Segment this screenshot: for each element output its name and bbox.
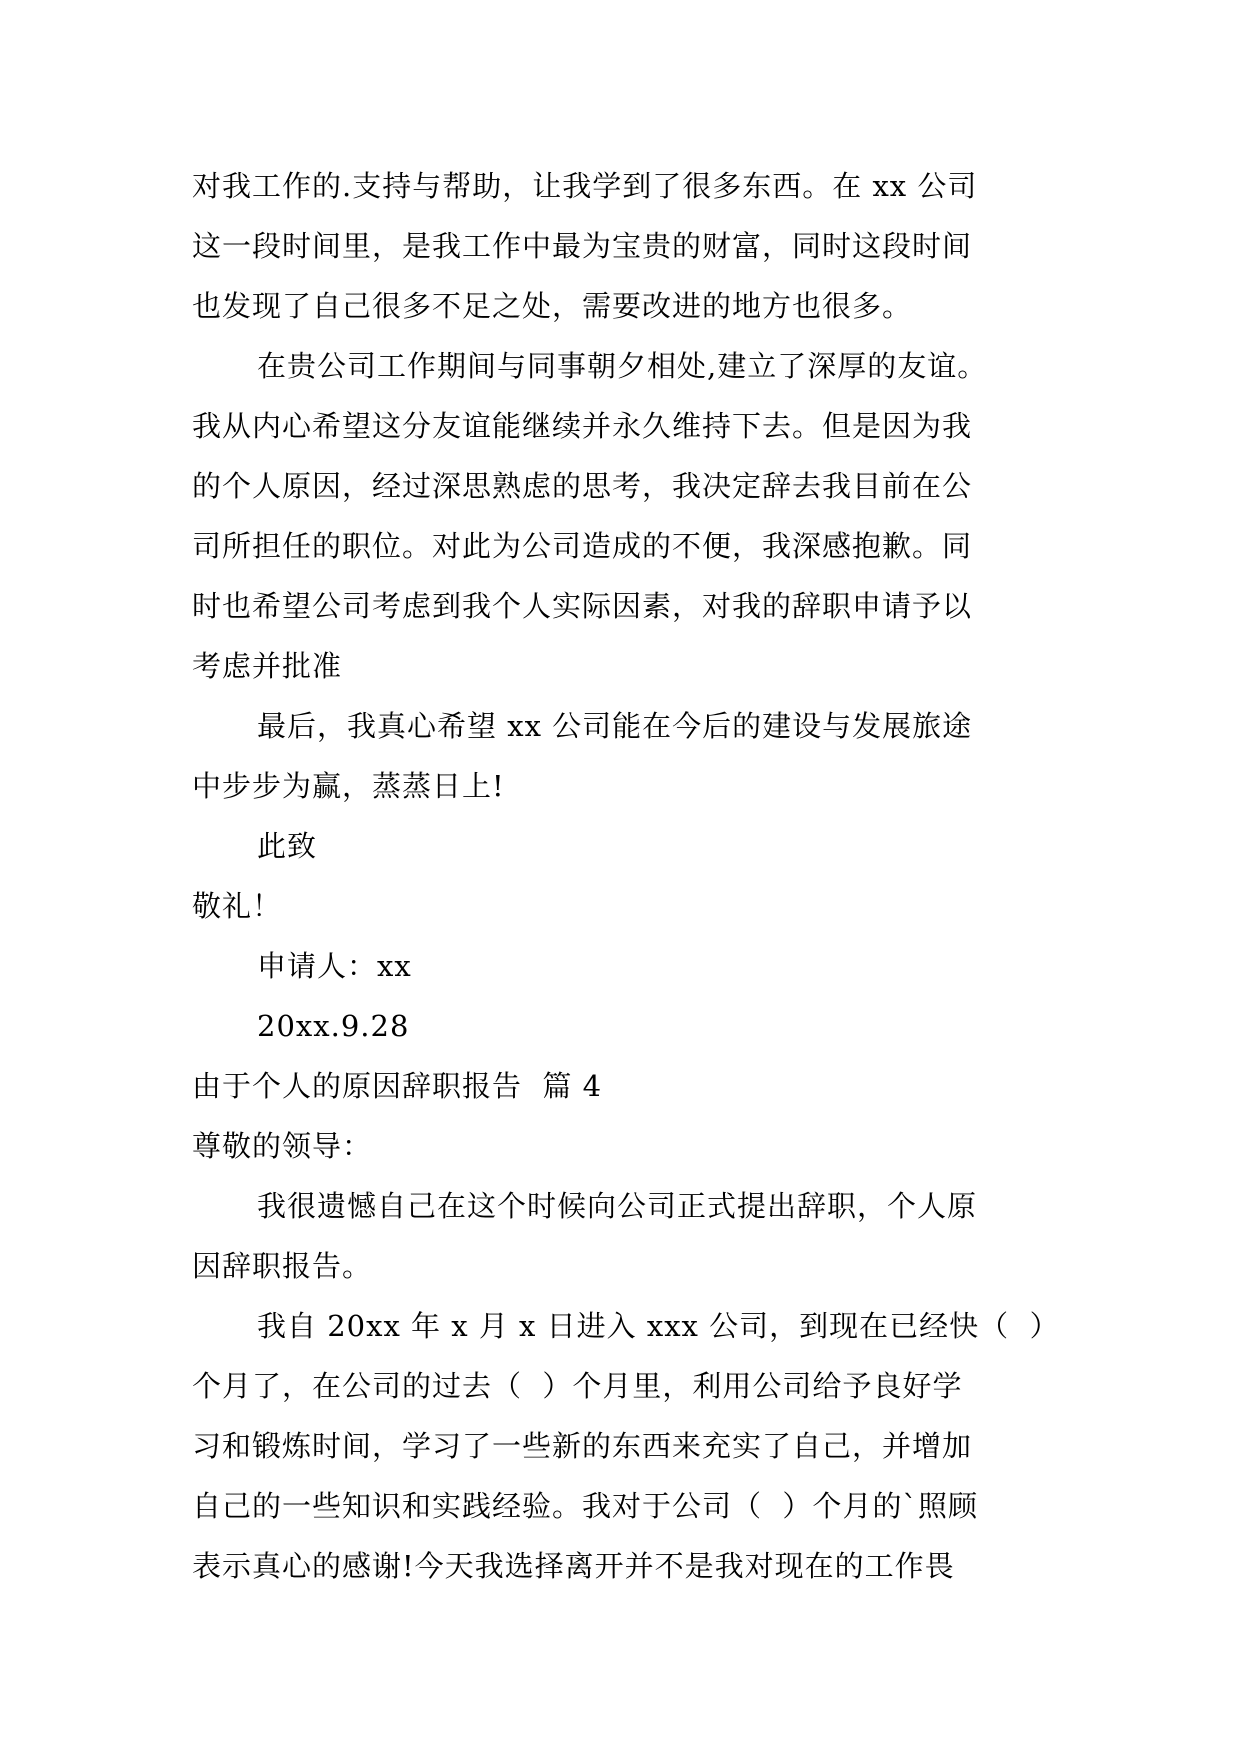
body-text-line: 中步步为赢，蒸蒸日上! [192,769,505,803]
body-text-line: 对我工作的.支持与帮助，让我学到了很多东西。在 xx 公司 [192,169,978,203]
greeting-line: 尊敬的领导： [192,1129,373,1163]
closing-salutation: 此致 [257,829,318,863]
body-text-line: 自己的一些知识和实践经验。我对于公司（ ）个月的`照顾 [192,1489,978,1523]
body-text-line: 我很遗憾自己在这个时候向公司正式提出辞职，个人原 [257,1189,978,1223]
applicant-name: 申请人：xx [257,949,412,983]
body-text-line: 考虑并批准 [192,649,343,683]
body-text-line: 司所担任的职位。对此为公司造成的不便，我深感抱歉。同 [192,529,973,563]
body-text-line: 我从内心希望这分友谊能继续并永久维持下去。但是因为我 [192,409,973,443]
closing-regards: 敬礼！ [192,889,283,923]
signature-date: 20xx.9.28 [257,1009,410,1043]
body-text-line: 个月了，在公司的过去（ ）个月里，利用公司给予良好学 [192,1369,963,1403]
body-text-line: 因辞职报告。 [192,1249,373,1283]
body-text-line: 时也希望公司考虑到我个人实际因素，对我的辞职申请予以 [192,589,973,623]
body-text-line: 表示真心的感谢!今天我选择离开并不是我对现在的工作畏 [192,1549,955,1583]
body-text-line: 这一段时间里，是我工作中最为宝贵的财富，同时这段时间 [192,229,973,263]
body-text-line: 最后，我真心希望 xx 公司能在今后的建设与发展旅途 [257,709,973,743]
body-text-line: 也发现了自己很多不足之处，需要改进的地方也很多。 [192,289,913,323]
body-text-line: 在贵公司工作期间与同事朝夕相处,建立了深厚的友谊。 [257,349,988,383]
section-heading: 由于个人的原因辞职报告 篇 4 [192,1069,603,1103]
body-text-line: 我自 20xx 年 x 月 x 日进入 xxx 公司，到现在已经快（ ） [257,1309,1060,1343]
body-text-line: 的个人原因，经过深思熟虑的思考，我决定辞去我目前在公 [192,469,973,503]
body-text-line: 习和锻炼时间，学习了一些新的东西来充实了自己，并增加 [192,1429,973,1463]
